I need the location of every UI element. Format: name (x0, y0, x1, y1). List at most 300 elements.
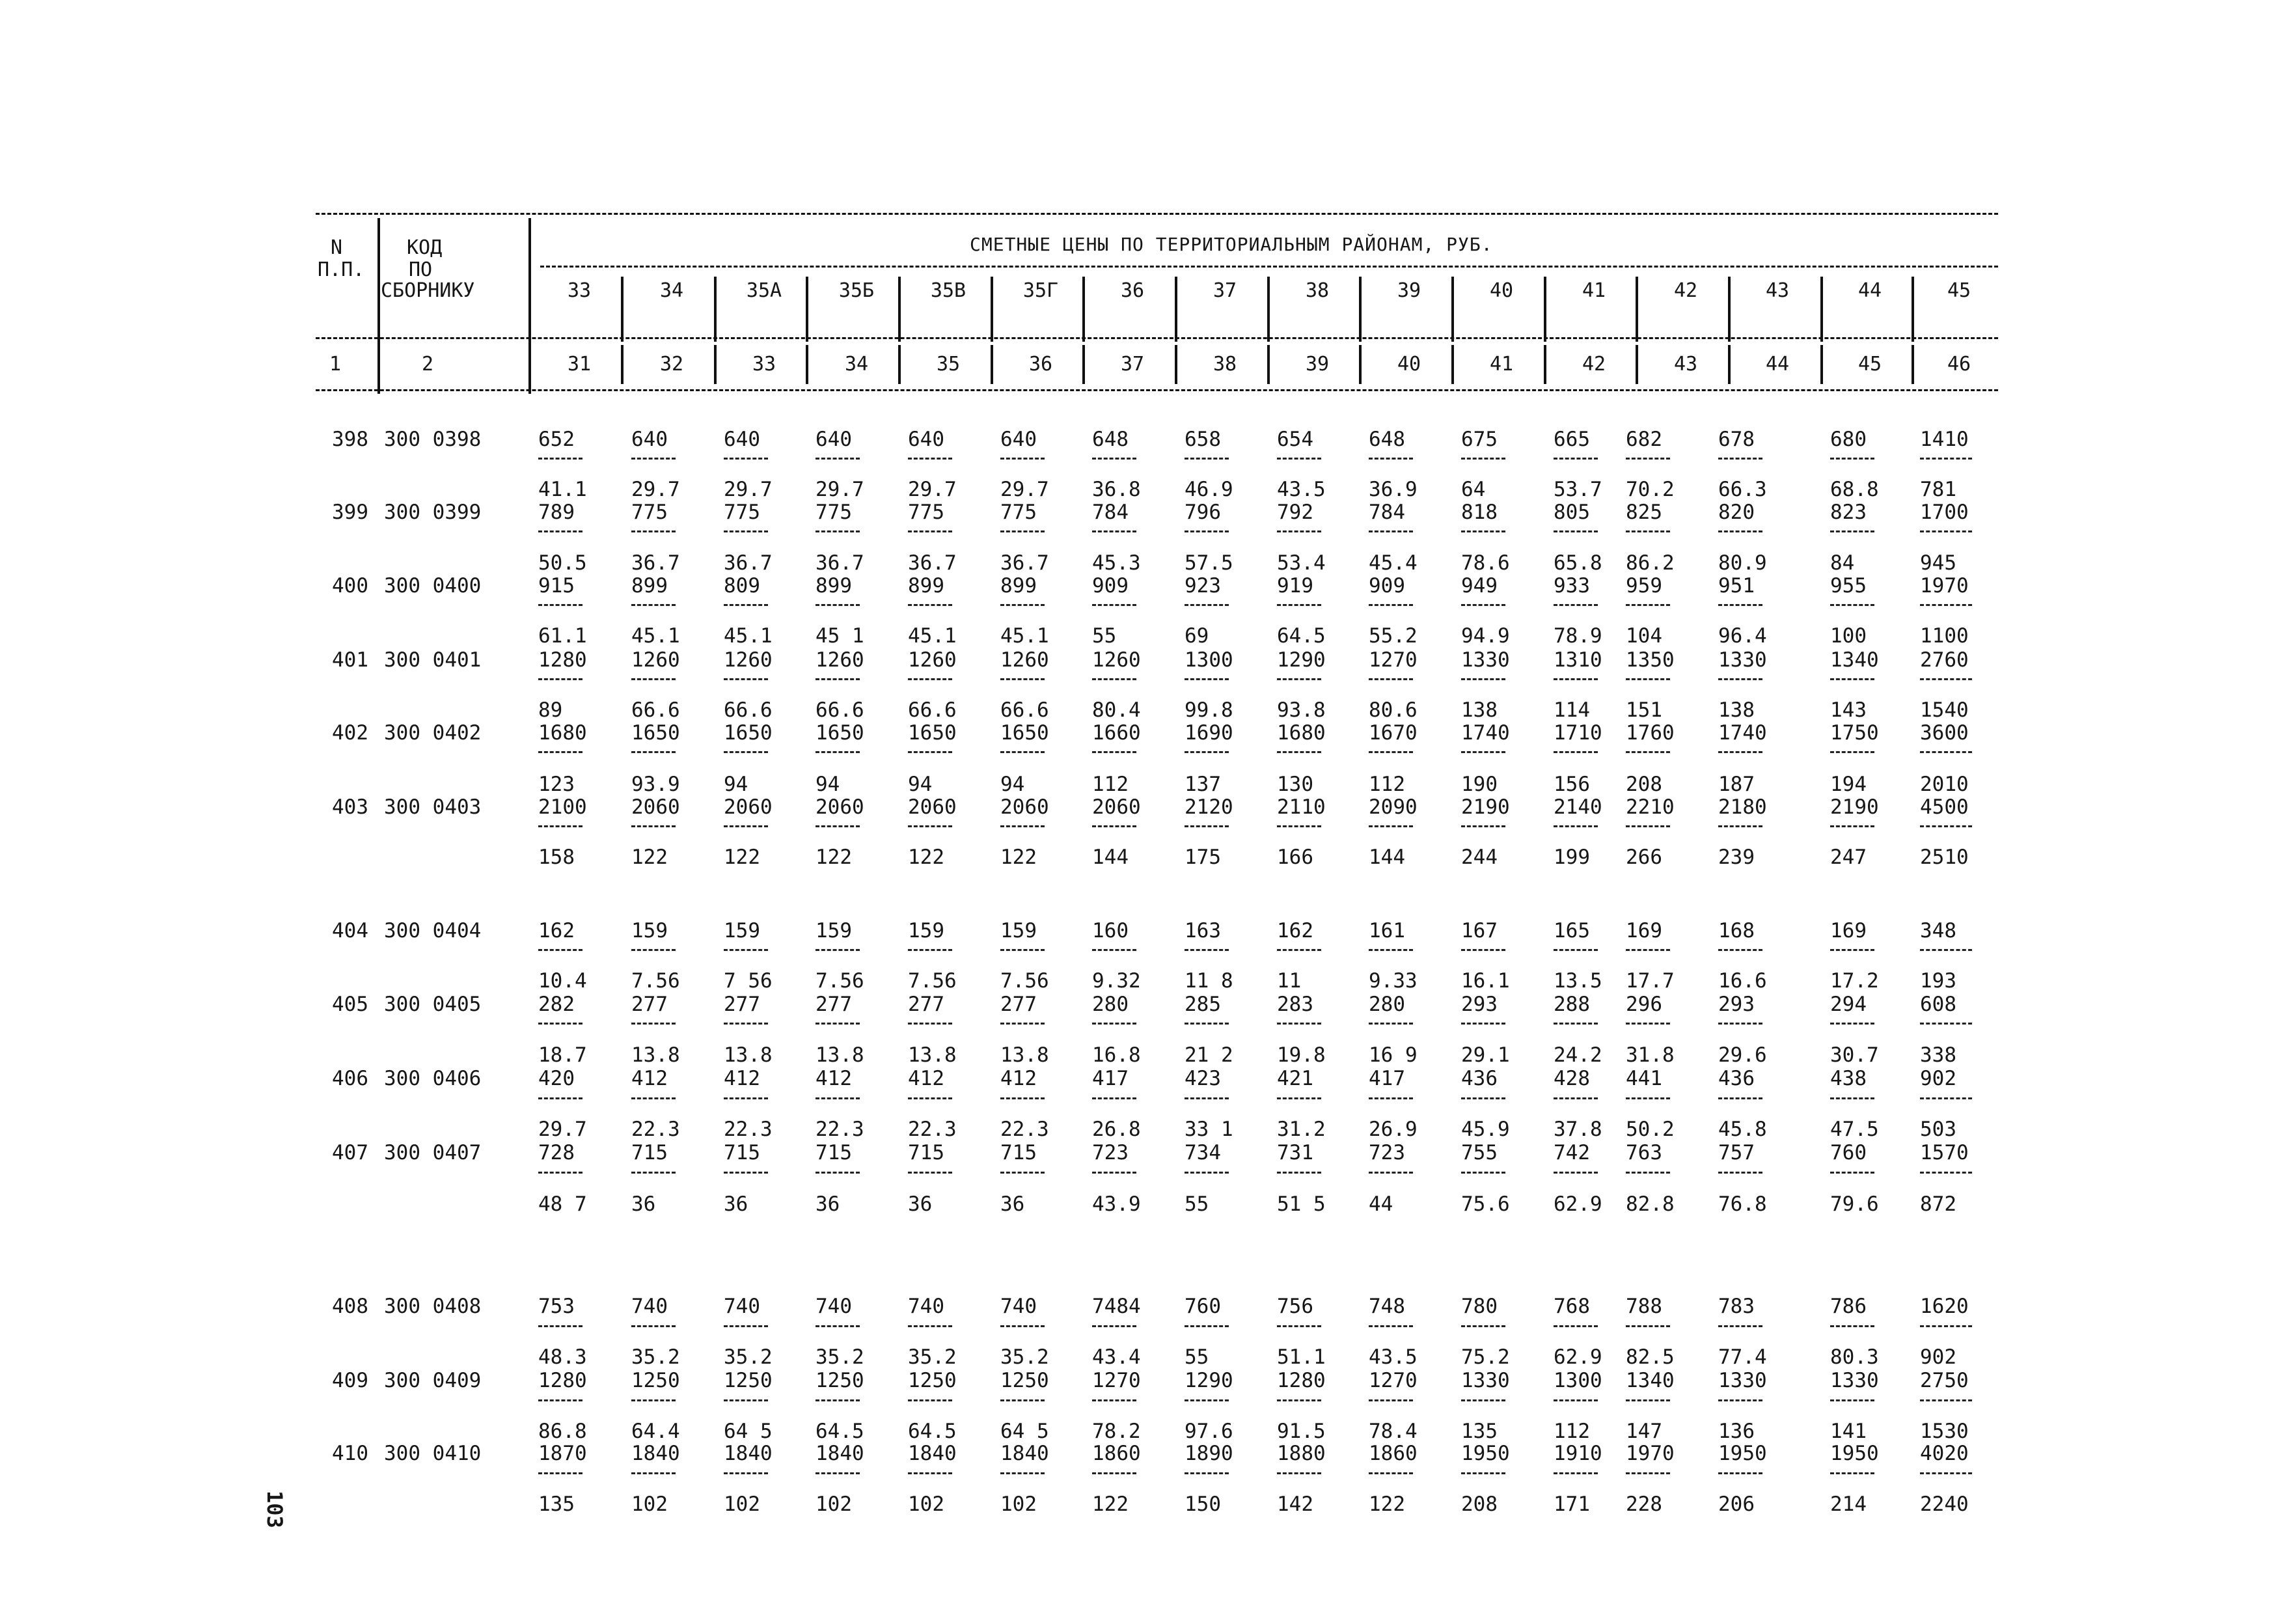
row-number: 399 (332, 501, 368, 524)
table-cell: 62.9 (1554, 1192, 1602, 1216)
table-cell: 428 (1554, 1067, 1590, 1090)
fraction-rule (1000, 1023, 1045, 1025)
fraction-rule (1000, 1399, 1045, 1401)
fraction-rule (724, 1097, 768, 1099)
fraction-rule (1554, 1023, 1598, 1025)
table-cell: 55 (1185, 1192, 1209, 1216)
fraction-rule (538, 1325, 583, 1327)
header-mid-rule (316, 337, 1998, 339)
table-cell: 1870 (538, 1442, 587, 1465)
table-cell: 775 (816, 501, 852, 524)
table-cell: 130 (1277, 773, 1313, 796)
table-cell: 150 (1185, 1493, 1221, 1516)
fraction-rule (1277, 1472, 1321, 1474)
table-cell: 33 1 (1185, 1118, 1233, 1141)
fraction-rule (1369, 458, 1413, 460)
table-cell: 122 (724, 846, 760, 869)
table-cell: 784 (1369, 501, 1405, 524)
table-cell: 50.2 (1626, 1118, 1675, 1141)
fraction-rule (1461, 530, 1505, 532)
fraction-rule (631, 1023, 676, 1025)
table-cell: 2060 (1092, 795, 1141, 819)
header-region-33: 33 (567, 279, 592, 302)
fraction-rule (1626, 1472, 1670, 1474)
fraction-rule (1830, 1172, 1874, 1174)
table-cell: 1280 (538, 648, 587, 672)
header-separator (1728, 345, 1731, 384)
table-cell: 187 (1718, 773, 1755, 796)
fraction-rule (816, 751, 860, 753)
fraction-rule (1554, 1097, 1598, 1099)
table-cell: 740 (816, 1295, 852, 1318)
header-region-34: 34 (659, 279, 684, 302)
table-cell: 22.3 (724, 1118, 773, 1141)
fraction-rule (1369, 678, 1413, 680)
table-cell: 2110 (1277, 795, 1326, 819)
fraction-rule (1461, 458, 1505, 460)
fraction-rule (631, 1172, 676, 1174)
table-cell: 715 (908, 1141, 944, 1164)
fraction-rule (1554, 1472, 1598, 1474)
table-cell: 2190 (1830, 795, 1879, 819)
table-cell: 1250 (1000, 1369, 1049, 1392)
table-cell: 1330 (1830, 1369, 1879, 1392)
header-code-label: ПО (409, 258, 433, 281)
fraction-rule (1554, 1172, 1598, 1174)
row-code: 300 0410 (384, 1442, 482, 1465)
table-cell: 50.5 (538, 551, 587, 575)
table-cell: 1910 (1554, 1442, 1602, 1465)
fraction-rule (1092, 1399, 1136, 1401)
table-cell: 13.8 (631, 1043, 680, 1067)
table-cell: 36.7 (724, 551, 773, 575)
row-number: 402 (332, 721, 368, 745)
table-cell: 9.32 (1092, 969, 1141, 993)
table-cell: 902 (1920, 1345, 1956, 1369)
row-number: 403 (332, 795, 368, 819)
table-cell: 1970 (1920, 574, 1969, 598)
fraction-rule (1000, 751, 1045, 753)
table-cell: 734 (1185, 1141, 1221, 1164)
table-cell: 1700 (1920, 501, 1969, 524)
table-cell: 122 (1369, 1493, 1405, 1516)
header-col-index: 43 (1673, 353, 1698, 376)
header-separator (1451, 345, 1454, 384)
fraction-rule (1092, 1325, 1136, 1327)
table-cell: 102 (631, 1493, 668, 1516)
table-cell: 122 (1000, 846, 1037, 869)
row-number: 404 (332, 919, 368, 943)
fraction-rule (631, 1399, 676, 1401)
table-cell: 715 (816, 1141, 852, 1164)
table-cell: 1330 (1461, 648, 1510, 672)
header-separator (898, 345, 901, 384)
table-cell: 760 (1185, 1295, 1221, 1318)
table-cell: 757 (1718, 1141, 1755, 1164)
table-cell: 123 (538, 773, 575, 796)
table-cell: 36 (816, 1192, 840, 1216)
table-cell: 2750 (1920, 1369, 1969, 1392)
table-cell: 775 (1000, 501, 1037, 524)
fraction-rule (1369, 1399, 1413, 1401)
table-cell: 239 (1718, 846, 1755, 869)
fraction-rule (908, 678, 952, 680)
table-cell: 151 (1626, 698, 1662, 722)
fraction-rule (1369, 1472, 1413, 1474)
table-cell: 78.9 (1554, 624, 1602, 648)
table-cell: 13.8 (1000, 1043, 1049, 1067)
table-cell: 1280 (1277, 1369, 1326, 1392)
table-cell: 64 5 (724, 1420, 773, 1443)
table-cell: 1690 (1185, 721, 1233, 745)
fraction-rule (1626, 678, 1670, 680)
table-cell: 122 (631, 846, 668, 869)
table-cell: 285 (1185, 993, 1221, 1016)
table-cell: 208 (1626, 773, 1662, 796)
table-cell: 283 (1277, 993, 1313, 1016)
table-cell: 96.4 (1718, 624, 1767, 648)
table-cell: 789 (538, 501, 575, 524)
table-cell: 1680 (538, 721, 587, 745)
table-cell: 760 (1830, 1141, 1867, 1164)
table-cell: 1880 (1277, 1442, 1326, 1465)
table-cell: 2180 (1718, 795, 1767, 819)
fraction-rule (1626, 1023, 1670, 1025)
fraction-rule (816, 825, 860, 827)
fraction-rule (724, 825, 768, 827)
table-cell: 949 (1461, 574, 1498, 598)
table-cell: 652 (538, 428, 575, 451)
table-cell: 277 (1000, 993, 1037, 1016)
table-cell: 66.6 (908, 698, 957, 722)
table-cell: 86.8 (538, 1420, 587, 1443)
table-cell: 1260 (908, 648, 957, 672)
fraction-rule (1092, 825, 1136, 827)
table-cell: 955 (1830, 574, 1867, 598)
table-cell: 247 (1830, 846, 1867, 869)
table-cell: 1280 (538, 1369, 587, 1392)
table-cell: 36.7 (908, 551, 957, 575)
fraction-rule (1718, 530, 1762, 532)
table-cell: 1680 (1277, 721, 1326, 745)
header-region-38: 38 (1305, 279, 1330, 302)
fraction-rule (1830, 458, 1874, 460)
table-cell: 166 (1277, 846, 1313, 869)
fraction-rule (1092, 604, 1136, 606)
table-cell: 1620 (1920, 1295, 1969, 1318)
fraction-rule (1920, 1325, 1972, 1327)
header-separator (991, 345, 993, 384)
fraction-rule (908, 458, 952, 460)
header-separator (1544, 345, 1546, 384)
header-col-index: 34 (844, 353, 869, 376)
table-cell: 43.9 (1092, 1192, 1141, 1216)
table-cell: 923 (1185, 574, 1221, 598)
header-bottom-rule (316, 389, 1998, 391)
table-cell: 2510 (1920, 846, 1969, 869)
table-cell: 412 (908, 1067, 944, 1090)
table-cell: 94 (816, 773, 840, 796)
table-cell: 420 (538, 1067, 575, 1090)
header-separator (1912, 277, 1914, 342)
fraction-rule (1185, 458, 1229, 460)
table-cell: 640 (908, 428, 944, 451)
header-separator (714, 277, 717, 342)
table-cell: 142 (1277, 1493, 1313, 1516)
fraction-rule (631, 825, 676, 827)
fraction-rule (1554, 604, 1598, 606)
table-cell: 43.5 (1369, 1345, 1418, 1369)
table-cell: 1290 (1185, 1369, 1233, 1392)
fraction-rule (1554, 530, 1598, 532)
table-cell: 1330 (1461, 1369, 1510, 1392)
table-cell: 35.2 (908, 1345, 957, 1369)
table-cell: 2140 (1554, 795, 1602, 819)
table-cell: 715 (1000, 1141, 1037, 1164)
table-cell: 1250 (816, 1369, 864, 1392)
table-cell: 70.2 (1626, 478, 1675, 501)
table-cell: 1350 (1626, 648, 1675, 672)
table-cell: 792 (1277, 501, 1313, 524)
table-cell: 277 (908, 993, 944, 1016)
row-code: 300 0404 (384, 919, 482, 943)
table-cell: 775 (908, 501, 944, 524)
fraction-rule (1718, 1172, 1762, 1174)
fraction-rule (631, 751, 676, 753)
table-cell: 163 (1185, 919, 1221, 943)
fraction-rule (816, 458, 860, 460)
fraction-rule (538, 1172, 583, 1174)
fraction-rule (1718, 604, 1762, 606)
table-cell: 2760 (1920, 648, 1969, 672)
row-code: 300 0405 (384, 993, 482, 1016)
table-cell: 503 (1920, 1118, 1956, 1141)
fraction-rule (1092, 530, 1136, 532)
table-cell: 1860 (1369, 1442, 1418, 1465)
header-separator (1636, 277, 1638, 342)
fraction-rule (1718, 1023, 1762, 1025)
table-cell: 16.8 (1092, 1043, 1141, 1067)
fraction-rule (1461, 1172, 1505, 1174)
fraction-rule (816, 604, 860, 606)
table-cell: 740 (724, 1295, 760, 1318)
table-cell: 753 (538, 1295, 575, 1318)
table-cell: 228 (1626, 1493, 1662, 1516)
fraction-rule (1920, 1399, 1972, 1401)
table-cell: 608 (1920, 993, 1956, 1016)
header-col-index: 36 (1028, 353, 1053, 376)
table-cell: 748 (1369, 1295, 1405, 1318)
table-cell: 99.8 (1185, 698, 1233, 722)
fraction-rule (1830, 678, 1874, 680)
table-cell: 162 (538, 919, 575, 943)
table-cell: 1570 (1920, 1141, 1969, 1164)
table-cell: 1840 (816, 1442, 864, 1465)
fraction-rule (1369, 530, 1413, 532)
table-cell: 17.2 (1830, 969, 1879, 993)
table-cell: 159 (908, 919, 944, 943)
header-col-index: 38 (1213, 353, 1237, 376)
table-cell: 24.2 (1554, 1043, 1602, 1067)
table-cell: 277 (724, 993, 760, 1016)
fraction-rule (1830, 825, 1874, 827)
table-cell: 1740 (1461, 721, 1510, 745)
fraction-rule (538, 530, 583, 532)
table-cell: 2060 (1000, 795, 1049, 819)
fraction-rule (538, 458, 583, 460)
header-separator (991, 277, 993, 342)
fraction-rule (1920, 751, 1972, 753)
header-region-45: 45 (1947, 279, 1971, 302)
table-cell: 899 (1000, 574, 1037, 598)
table-cell: 675 (1461, 428, 1498, 451)
table-cell: 13.8 (816, 1043, 864, 1067)
fraction-rule (1626, 458, 1670, 460)
fraction-rule (1185, 678, 1229, 680)
fraction-rule (724, 1325, 768, 1327)
table-cell: 29.7 (908, 478, 957, 501)
fraction-rule (1000, 1172, 1045, 1174)
fraction-rule (1718, 458, 1762, 460)
fraction-rule (908, 1472, 952, 1474)
table-cell: 421 (1277, 1067, 1313, 1090)
table-cell: 45.1 (908, 624, 957, 648)
fraction-rule (1830, 530, 1874, 532)
table-cell: 1340 (1626, 1369, 1675, 1392)
header-separator (1175, 345, 1177, 384)
header-separator (898, 277, 901, 342)
row-code: 300 0402 (384, 721, 482, 745)
table-cell: 1250 (631, 1369, 680, 1392)
row-code: 300 0398 (384, 428, 482, 451)
table-cell: 77.4 (1718, 1345, 1767, 1369)
table-cell: 138 (1461, 698, 1498, 722)
table-cell: 780 (1461, 1295, 1498, 1318)
table-cell: 899 (908, 574, 944, 598)
fraction-rule (631, 1097, 676, 1099)
table-cell: 436 (1718, 1067, 1755, 1090)
table-cell: 1650 (631, 721, 680, 745)
table-cell: 158 (538, 846, 575, 869)
table-cell: 2190 (1461, 795, 1510, 819)
table-cell: 29.7 (724, 478, 773, 501)
table-cell: 64.5 (1277, 624, 1326, 648)
table-cell: 144 (1369, 846, 1405, 869)
fraction-rule (908, 825, 952, 827)
fraction-rule (1830, 604, 1874, 606)
table-cell: 45.1 (1000, 624, 1049, 648)
table-cell: 2210 (1626, 795, 1675, 819)
table-cell: 37.8 (1554, 1118, 1602, 1141)
fraction-rule (1092, 1472, 1136, 1474)
fraction-rule (1830, 1023, 1874, 1025)
header-separator (1267, 277, 1270, 342)
fraction-rule (1554, 751, 1598, 753)
table-cell: 161 (1369, 919, 1405, 943)
fraction-rule (1718, 751, 1762, 753)
row-number: 405 (332, 993, 368, 1016)
table-cell: 45 1 (816, 624, 864, 648)
table-cell: 1840 (908, 1442, 957, 1465)
table-cell: 1970 (1626, 1442, 1675, 1465)
table-cell: 36.8 (1092, 478, 1141, 501)
header-separator (621, 277, 624, 342)
table-cell: 168 (1718, 919, 1755, 943)
table-cell: 94 (1000, 773, 1025, 796)
table-cell: 1650 (816, 721, 864, 745)
table-cell: 1250 (908, 1369, 957, 1392)
table-cell: 64.4 (631, 1420, 680, 1443)
table-cell: 13.8 (908, 1043, 957, 1067)
table-cell: 786 (1830, 1295, 1867, 1318)
table-cell: 82.5 (1626, 1345, 1675, 1369)
table-cell: 1250 (724, 1369, 773, 1392)
fraction-rule (1626, 1399, 1670, 1401)
fraction-rule (1830, 1097, 1874, 1099)
table-cell: 104 (1626, 624, 1662, 648)
row-code: 300 0399 (384, 501, 482, 524)
table-cell: 165 (1554, 919, 1590, 943)
table-cell: 872 (1920, 1192, 1956, 1216)
table-cell: 80.9 (1718, 551, 1767, 575)
fraction-rule (1000, 530, 1045, 532)
table-cell: 2060 (724, 795, 773, 819)
table-cell: 338 (1920, 1043, 1956, 1067)
fraction-rule (1920, 1472, 1972, 1474)
fraction-rule (1185, 1172, 1229, 1174)
fraction-rule (908, 1172, 952, 1174)
table-cell: 296 (1626, 993, 1662, 1016)
fraction-rule (1092, 1097, 1136, 1099)
table-cell: 417 (1092, 1067, 1129, 1090)
table-cell: 2060 (816, 795, 864, 819)
table-cell: 1950 (1830, 1442, 1879, 1465)
fraction-rule (1718, 949, 1762, 951)
table-cell: 36.7 (631, 551, 680, 575)
fraction-rule (631, 530, 676, 532)
table-cell: 57.5 (1185, 551, 1233, 575)
table-cell: 64 (1461, 478, 1486, 501)
table-cell: 100 (1830, 624, 1867, 648)
fraction-rule (1830, 949, 1874, 951)
page-number: 103 (262, 1491, 287, 1528)
table-cell: 171 (1554, 1493, 1590, 1516)
header-region-35Г: 35Г (1022, 279, 1059, 302)
table-cell: 7484 (1092, 1295, 1141, 1318)
table-cell: 19.8 (1277, 1043, 1326, 1067)
table-cell: 31.8 (1626, 1043, 1675, 1067)
table-cell: 2120 (1185, 795, 1233, 819)
table-cell: 441 (1626, 1067, 1662, 1090)
table-cell: 10.4 (538, 969, 587, 993)
fraction-rule (1461, 1472, 1505, 1474)
table-cell: 48 7 (538, 1192, 587, 1216)
fraction-rule (1461, 1023, 1505, 1025)
table-cell: 159 (631, 919, 668, 943)
table-cell: 1260 (1092, 648, 1141, 672)
fraction-rule (724, 1472, 768, 1474)
row-number: 400 (332, 574, 368, 598)
table-cell: 1330 (1718, 648, 1767, 672)
table-cell: 1540 (1920, 698, 1969, 722)
table-cell: 29.1 (1461, 1043, 1510, 1067)
table-cell: 45.9 (1461, 1118, 1510, 1141)
table-cell: 122 (1092, 1493, 1129, 1516)
fraction-rule (538, 604, 583, 606)
header-col-index: 41 (1489, 353, 1514, 376)
fraction-rule (1920, 949, 1972, 951)
table-cell: 79.6 (1830, 1192, 1879, 1216)
